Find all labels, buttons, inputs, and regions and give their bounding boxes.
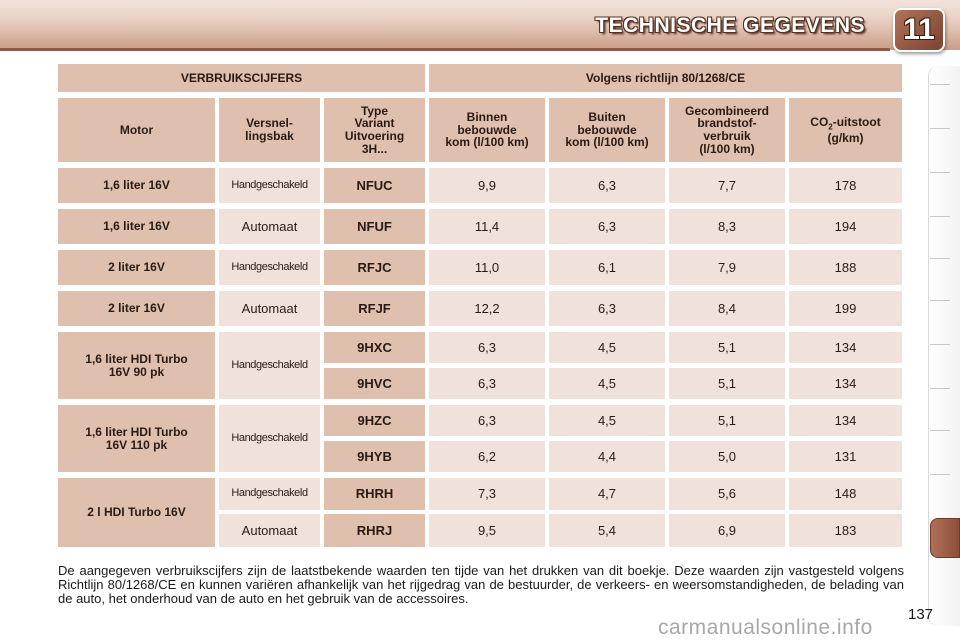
value-co2-cell: 178 xyxy=(789,168,902,203)
motor-cell: 2 l HDI Turbo 16V xyxy=(58,478,215,547)
motor-cell: 1,6 liter 16V xyxy=(58,168,215,203)
co2-prefix: CO xyxy=(810,114,829,129)
tab-divider xyxy=(930,344,950,345)
tab-divider xyxy=(930,216,950,217)
column-header-binnen: Binnen bebouwde kom (l/100 km) xyxy=(429,98,545,162)
tab-divider xyxy=(930,388,950,389)
value-binnen-cell: 6,2 xyxy=(429,441,545,472)
transmission-cell: Handgeschakeld xyxy=(219,250,320,285)
value-gecombineerd-cell: 6,9 xyxy=(669,514,785,547)
value-binnen-cell: 9,9 xyxy=(429,168,545,203)
value-binnen-cell: 12,2 xyxy=(429,291,545,326)
type-code-cell: RFJC xyxy=(324,250,425,285)
header-rule xyxy=(0,48,890,51)
value-co2-cell: 148 xyxy=(789,478,902,510)
column-header-buiten: Buiten bebouwde kom (l/100 km) xyxy=(549,98,665,162)
column-header-versnellingsbak: Versnel- lingsbak xyxy=(219,98,320,162)
value-gecombineerd-cell: 5,1 xyxy=(669,368,785,399)
footnote: De aangegeven verbruikscijfers zijn de laatstbekende waarden ten tijde van het drukken van dit boekje. Deze waarden zijn vastgesteld volgens Richtlijn 80/1268/CE en kunnen variëren afhankelijk van het rijgedrag van de bestuurder, de verkeers- en weersomstandigheden, de belading van de auto, het onderhoud van de auto en het gebruik van de accessoires. xyxy=(58,563,904,606)
chapter-badge xyxy=(893,8,945,52)
tab-divider xyxy=(930,258,950,259)
type-code-cell: 9HYB xyxy=(324,441,425,472)
tab-divider xyxy=(930,430,950,431)
type-code-cell: RFJF xyxy=(324,291,425,326)
page-number: 137 xyxy=(908,606,934,623)
value-co2-cell: 134 xyxy=(789,332,902,363)
value-gecombineerd-cell: 7,9 xyxy=(669,250,785,285)
value-co2-cell: 183 xyxy=(789,514,902,547)
value-buiten-cell: 4,7 xyxy=(549,478,665,510)
transmission-cell: Automaat xyxy=(219,291,320,326)
type-code-cell: RHRJ xyxy=(324,514,425,547)
value-gecombineerd-cell: 5,1 xyxy=(669,332,785,363)
motor-cell: 1,6 liter HDI Turbo 16V 90 pk xyxy=(58,332,215,399)
column-header-type: Type Variant Uitvoering 3H... xyxy=(324,98,425,162)
value-buiten-cell: 5,4 xyxy=(549,514,665,547)
value-buiten-cell: 6,3 xyxy=(549,209,665,244)
transmission-cell: Handgeschakeld xyxy=(219,405,320,472)
co2-suffix-line1: -uitstoot xyxy=(832,114,881,129)
motor-cell: 1,6 liter HDI Turbo 16V 110 pk xyxy=(58,405,215,472)
type-code-cell: RHRH xyxy=(324,478,425,510)
column-header-motor: Motor xyxy=(58,98,215,162)
value-binnen-cell: 6,3 xyxy=(429,332,545,363)
watermark: carmanualsonline.info xyxy=(658,616,873,639)
value-buiten-cell: 6,3 xyxy=(549,291,665,326)
value-binnen-cell: 11,4 xyxy=(429,209,545,244)
tab-divider xyxy=(930,84,950,85)
value-co2-cell: 134 xyxy=(789,405,902,436)
value-buiten-cell: 4,5 xyxy=(549,368,665,399)
value-gecombineerd-cell: 8,3 xyxy=(669,209,785,244)
chapter-tab-active[interactable] xyxy=(930,518,960,558)
value-co2-cell: 134 xyxy=(789,368,902,399)
co2-subscript: 2 xyxy=(828,122,833,132)
transmission-cell: Handgeschakeld xyxy=(219,478,320,510)
tab-divider xyxy=(930,300,950,301)
value-gecombineerd-cell: 5,1 xyxy=(669,405,785,436)
chapter-number: 11 xyxy=(903,13,935,46)
transmission-cell: Handgeschakeld xyxy=(219,332,320,399)
transmission-cell: Automaat xyxy=(219,514,320,547)
co2-suffix-line2: (g/km) xyxy=(827,130,864,145)
value-binnen-cell: 9,5 xyxy=(429,514,545,547)
value-co2-cell: 199 xyxy=(789,291,902,326)
transmission-cell: Automaat xyxy=(219,209,320,244)
value-buiten-cell: 4,5 xyxy=(549,405,665,436)
value-co2-cell: 188 xyxy=(789,250,902,285)
value-co2-cell: 131 xyxy=(789,441,902,472)
group-header-richtlijn: Volgens richtlijn 80/1268/CE xyxy=(429,64,902,92)
value-co2-cell: 194 xyxy=(789,209,902,244)
type-code-cell: NFUF xyxy=(324,209,425,244)
motor-cell: 2 liter 16V xyxy=(58,291,215,326)
value-binnen-cell: 7,3 xyxy=(429,478,545,510)
group-header-verbruik: VERBRUIKSCIJFERS xyxy=(58,64,425,92)
tab-divider xyxy=(930,172,950,173)
column-header-gecombineerd: Gecombineerd brandstof- verbruik (l/100 km) xyxy=(669,98,785,162)
transmission-cell: Handgeschakeld xyxy=(219,168,320,203)
value-gecombineerd-cell: 7,7 xyxy=(669,168,785,203)
value-buiten-cell: 4,4 xyxy=(549,441,665,472)
type-code-cell: 9HZC xyxy=(324,405,425,436)
value-buiten-cell: 6,1 xyxy=(549,250,665,285)
tab-divider xyxy=(930,128,950,129)
value-buiten-cell: 6,3 xyxy=(549,168,665,203)
type-code-cell: 9HXC xyxy=(324,332,425,363)
value-buiten-cell: 4,5 xyxy=(549,332,665,363)
value-binnen-cell: 6,3 xyxy=(429,405,545,436)
type-code-cell: 9HVC xyxy=(324,368,425,399)
value-binnen-cell: 11,0 xyxy=(429,250,545,285)
column-header-co2 xyxy=(789,98,902,162)
value-binnen-cell: 6,3 xyxy=(429,368,545,399)
tab-divider xyxy=(930,474,950,475)
page-title: TECHNISCHE GEGEVENS xyxy=(595,14,865,37)
type-code-cell: NFUC xyxy=(324,168,425,203)
motor-cell: 1,6 liter 16V xyxy=(58,209,215,244)
co2-label xyxy=(810,116,880,132)
value-gecombineerd-cell: 5,6 xyxy=(669,478,785,510)
value-gecombineerd-cell: 5,0 xyxy=(669,441,785,472)
motor-cell: 2 liter 16V xyxy=(58,250,215,285)
value-gecombineerd-cell: 8,4 xyxy=(669,291,785,326)
